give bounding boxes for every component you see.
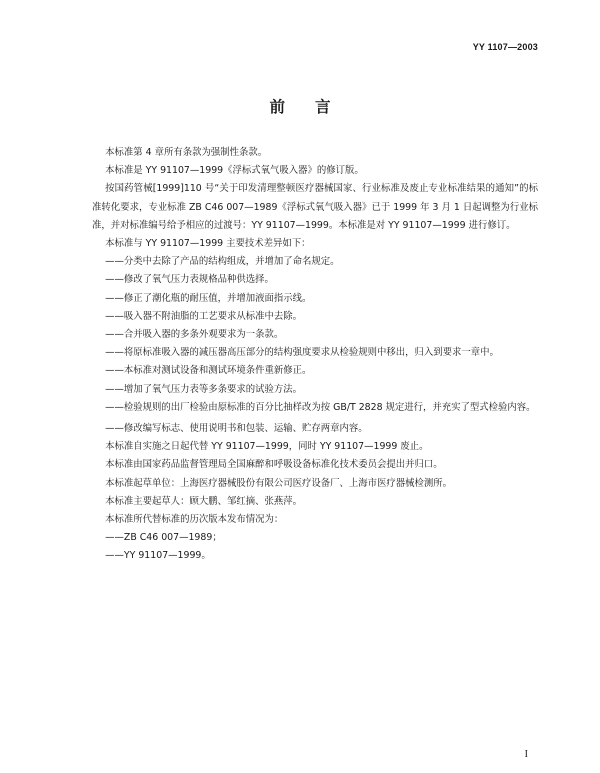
list-item: ——吸入器不附油脂的工艺要求从标准中去除。 — [105, 310, 303, 322]
list-item: ——本标准对测试设备和测试环境条件重新修正。 — [105, 365, 312, 377]
page-title: 前言 — [269, 98, 361, 116]
paragraph: 本标准所代替标准的历次版本发布情况为： — [105, 514, 284, 526]
list-item: ——修改编写标志、使用说明书和包装、运输、贮存两章内容。 — [105, 423, 368, 435]
paragraph: 本标准第 4 章所有条款为强制性条款。 — [105, 147, 268, 158]
paragraph: 本标准起草单位：上海医疗器械股份有限公司医疗设备厂、上海市医疗器械检测所。 — [105, 477, 453, 489]
foreword-body — [92, 144, 538, 566]
list-item: ——将原标准吸入器的减压器高压部分的结构强度要求从检验规则中移出，归入到要求一章中。 — [105, 347, 499, 359]
list-item: ——修改了氧气压力表规格品种供选择。 — [105, 274, 274, 286]
paragraph: 本标准是 YY 91107—1999《浮标式氧气吸入器》的修订版。 — [105, 165, 364, 177]
list-item: ——合并吸入器的多条外观要求为一条款。 — [105, 329, 284, 341]
paragraph: 本标准与 YY 91107—1999 主要技术差异如下： — [105, 238, 311, 250]
paragraph: 本标准由国家药品监督管理局全国麻醉和呼吸设备标准化技术委员会提出并归口。 — [105, 459, 443, 471]
page-number: I — [524, 749, 528, 760]
list-item: ——分类中去除了产品的结构组成，并增加了命名规定。 — [105, 256, 340, 268]
list-item: ——检验规则的出厂检验由原标准的百分比抽样改为按 GB/T 2828 规定进行，并充实了型式检验内容。 — [105, 401, 536, 413]
document-code: YY 1107—2003 — [472, 42, 538, 52]
list-item: ——修正了潮化瓶的耐压值，并增加液面指示线。 — [105, 292, 312, 304]
paragraph: 本标准主要起草人：顾大鹏、邹红摘、张燕萍。 — [105, 495, 303, 507]
list-item: ——ZB C46 007—1989； — [105, 532, 222, 544]
paragraph: 按国药管械[1999]110 号“关于印发清理整顿医疗器械国家、行业标准及废止专业标准结果的通知”的标准转化要求，专业标准 ZB C46 007—1989《浮标式氧气吸入器》已于 1999 年 3 月 1 日起调整为行业标准，并对标准编号给予相应的过渡号：YY 91107—1999。本标准是对 YY 91107—1999 进行修订。 — [92, 183, 538, 231]
paragraph: 本标准自实施之日起代替 YY 91107—1999，同时 YY 91107—1999 废止。 — [105, 441, 429, 453]
list-item: ——增加了氧气压力表等多条要求的试验方法。 — [105, 383, 303, 395]
list-item: ——YY 91107—1999。 — [105, 550, 211, 562]
